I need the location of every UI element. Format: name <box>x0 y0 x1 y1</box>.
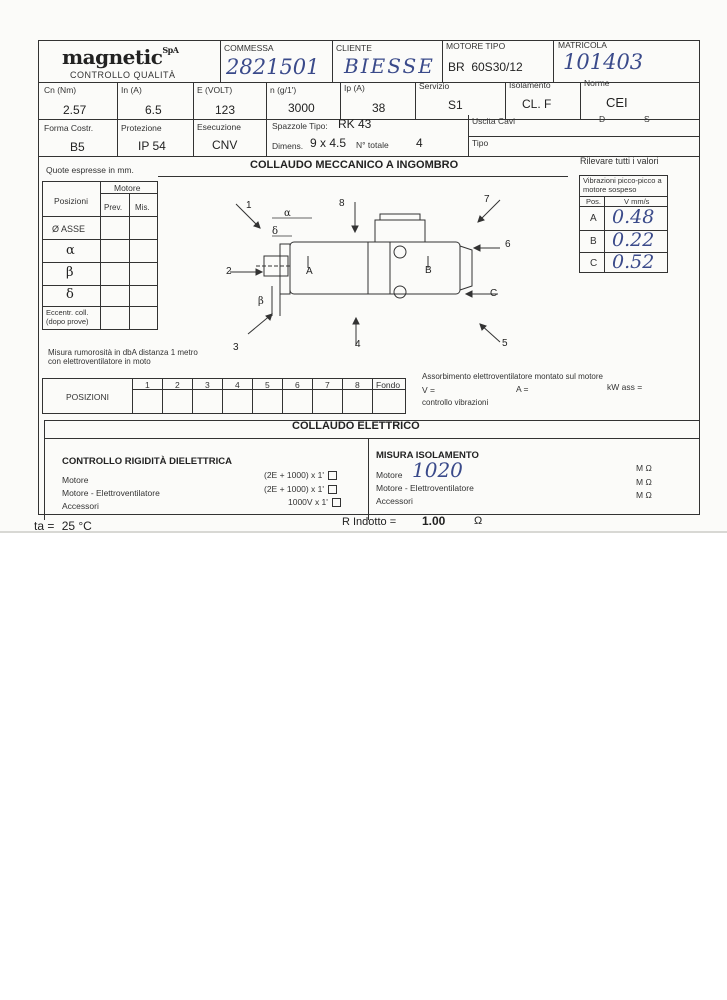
quality-control-label: CONTROLLO QUALITÀ <box>70 70 176 80</box>
vibration-pos-col: Pos. <box>586 197 602 206</box>
row-alpha: α <box>66 243 75 258</box>
motore-col-label: Motore <box>114 183 141 193</box>
vibration-value-b: 0.22 <box>612 229 655 251</box>
noise-text: Misura rumorosità in dbA distanza 1 metro con elettroventilatore in moto <box>48 348 198 366</box>
esecuzione-value: CNV <box>212 138 238 152</box>
pos-col-4: 4 <box>235 380 240 390</box>
posizioni-col-label: Posizioni <box>54 196 89 206</box>
motore-tipo-value: BR 60S30/12 <box>448 60 523 74</box>
vibration-title: Vibrazioni picco-picco a motore sospeso <box>583 176 662 194</box>
forma-value: B5 <box>70 140 85 154</box>
diagram-label-4: 4 <box>355 339 361 350</box>
row-eccentr: Eccentr. coll. (dopo prove) <box>46 308 89 326</box>
r-indotto-unit: Ω <box>474 515 483 527</box>
isolamento-motore-unit: M Ω <box>636 463 652 473</box>
row-delta: δ <box>66 287 74 302</box>
assorbimento-text: Assorbimento elettroventilatore montato sul motore <box>422 372 603 381</box>
n-value: 3000 <box>288 101 315 115</box>
diagram-label-1: 1 <box>246 200 252 211</box>
diagram-label-7: 7 <box>484 194 490 205</box>
forma-label: Forma Costr. <box>44 123 94 133</box>
diagram-label-6: 6 <box>505 239 511 250</box>
dimens-value: 9 x 4.5 <box>310 136 347 150</box>
diagram-label-8: 8 <box>339 198 345 209</box>
matricola-label: MATRICOLA <box>558 40 607 50</box>
diagram-label-alpha: α <box>284 208 291 219</box>
ta-field: ta = 25 °C <box>34 519 92 533</box>
protezione-label: Protezione <box>121 123 162 133</box>
isolamento-accessori-label: Accessori <box>376 496 413 506</box>
cliente-value: BIESSE <box>344 54 435 78</box>
motore-tipo-label: MOTORE TIPO <box>446 41 506 51</box>
diagram-label-2: 2 <box>226 266 232 277</box>
rigidita-motore-label: Motore <box>62 475 89 485</box>
matricola-value: 101403 <box>563 50 644 74</box>
diagram-label-beta: β <box>258 296 264 307</box>
electrical-title: COLLAUDO ELETTRICO <box>292 420 420 432</box>
diagram-label-A: A <box>306 266 313 277</box>
pos-col-1: 1 <box>145 380 150 390</box>
protezione-value: IP 54 <box>138 139 166 153</box>
rilevare-label: Rilevare tutti i valori <box>580 156 659 166</box>
pos-col-2: 2 <box>175 380 180 390</box>
cn-value: 2.57 <box>63 103 87 117</box>
e-volt-value: 123 <box>215 103 236 117</box>
uscita-cavi-label: Uscita Cavi <box>472 116 515 126</box>
r-indotto-value: 1.00 <box>422 514 446 528</box>
mis-col-label: Mis. <box>135 203 150 212</box>
servizio-value: S1 <box>448 98 463 112</box>
rigidita-elettroventilatore-spec: (2E + 1000) x 1' <box>264 484 337 494</box>
e-volt-label: E (VOLT) <box>197 85 233 95</box>
norme-value: CEI <box>606 95 628 110</box>
rigidita-title: CONTROLLO RIGIDITÀ DIELETTRICA <box>62 456 232 467</box>
commessa-value: 2821501 <box>226 55 320 79</box>
vibration-value-a: 0.48 <box>612 206 655 228</box>
diagram-label-3: 3 <box>233 342 239 353</box>
norme-label: Norme <box>584 78 610 88</box>
rigidita-elettroventilatore-label: Motore - Elettroventilatore <box>62 488 160 498</box>
diagram-label-C: C <box>490 288 498 299</box>
mechanical-title: COLLAUDO MECCANICO A INGOMBRO <box>250 159 459 171</box>
kw-label: kW ass = <box>607 382 643 392</box>
pos-col-8: 8 <box>355 380 360 390</box>
spazzole-label: Spazzole Tipo: <box>272 121 328 131</box>
isolamento-value: CL. F <box>522 97 552 111</box>
pos-col-fondo: Fondo <box>376 380 401 390</box>
rigidita-accessori-spec: 1000V x 1' <box>288 497 341 507</box>
ip-value: 38 <box>372 101 386 115</box>
vibration-value-c: 0.52 <box>612 251 655 273</box>
dimens-label: Dimens. <box>272 141 304 151</box>
prev-col-label: Prev. <box>104 203 123 212</box>
ntotale-value: 4 <box>416 136 423 150</box>
pos-col-5: 5 <box>265 380 270 390</box>
isolamento-motore-value: 1020 <box>412 458 463 482</box>
isolamento-title: MISURA ISOLAMENTO <box>376 450 479 461</box>
isolamento-label: Isolamento <box>509 80 551 90</box>
row-beta: β <box>66 265 74 280</box>
n-label: n (g/1') <box>270 85 297 95</box>
in-label: In (A) <box>121 85 142 95</box>
a-label: A = <box>516 384 529 394</box>
in-value: 6.5 <box>145 103 162 117</box>
r-indotto-label: R Indotto = <box>342 516 397 528</box>
quote-label: Quote espresse in mm. <box>46 165 134 175</box>
scan-edge <box>0 531 727 533</box>
rigidita-accessori-checkbox[interactable] <box>332 498 341 507</box>
isolamento-elettroventilatore-unit: M Ω <box>636 477 652 487</box>
vibration-pos-c: C <box>590 258 598 269</box>
rigidita-accessori-label: Accessori <box>62 501 99 511</box>
isolamento-elettroventilatore-label: Motore - Elettroventilatore <box>376 483 474 493</box>
ntotale-label: N° totale <box>356 140 389 150</box>
pos-col-7: 7 <box>325 380 330 390</box>
cn-label: Cn (Nm) <box>44 85 77 95</box>
servizio-label: Servizio <box>419 81 450 91</box>
v-label: V = <box>422 385 435 395</box>
esecuzione-label: Esecuzione <box>197 122 241 132</box>
rigidita-motore-spec: (2E + 1000) x 1' <box>264 470 337 480</box>
tipo-label: Tipo <box>472 138 489 148</box>
diagram-label-5: 5 <box>502 338 508 349</box>
diagram-label-delta: δ <box>272 226 279 237</box>
vibration-pos-a: A <box>590 213 597 224</box>
spazzole-value: RK 43 <box>338 117 372 131</box>
commessa-label: COMMESSA <box>224 43 274 53</box>
isolamento-accessori-unit: M Ω <box>636 490 652 500</box>
pos-col-3: 3 <box>205 380 210 390</box>
rigidita-motore-checkbox[interactable] <box>328 471 337 480</box>
controllo-vibrazioni: controllo vibrazioni <box>422 398 489 407</box>
isolamento-motore-label: Motore <box>376 470 403 480</box>
row-asse: Ø ASSE <box>52 224 86 234</box>
cliente-label: CLIENTE <box>336 43 372 53</box>
posizioni-label: POSIZIONI <box>66 392 109 402</box>
pos-col-6: 6 <box>295 380 300 390</box>
motor-diagram <box>200 186 540 362</box>
ip-label: Ip (A) <box>344 83 365 93</box>
vibration-unit-col: V mm/s <box>624 197 650 206</box>
vibration-pos-b: B <box>590 236 597 247</box>
rigidita-elettroventilatore-checkbox[interactable] <box>328 485 337 494</box>
diagram-label-B: B <box>425 265 432 276</box>
company-logo: magnetic$^{SpA}$ <box>62 45 179 69</box>
